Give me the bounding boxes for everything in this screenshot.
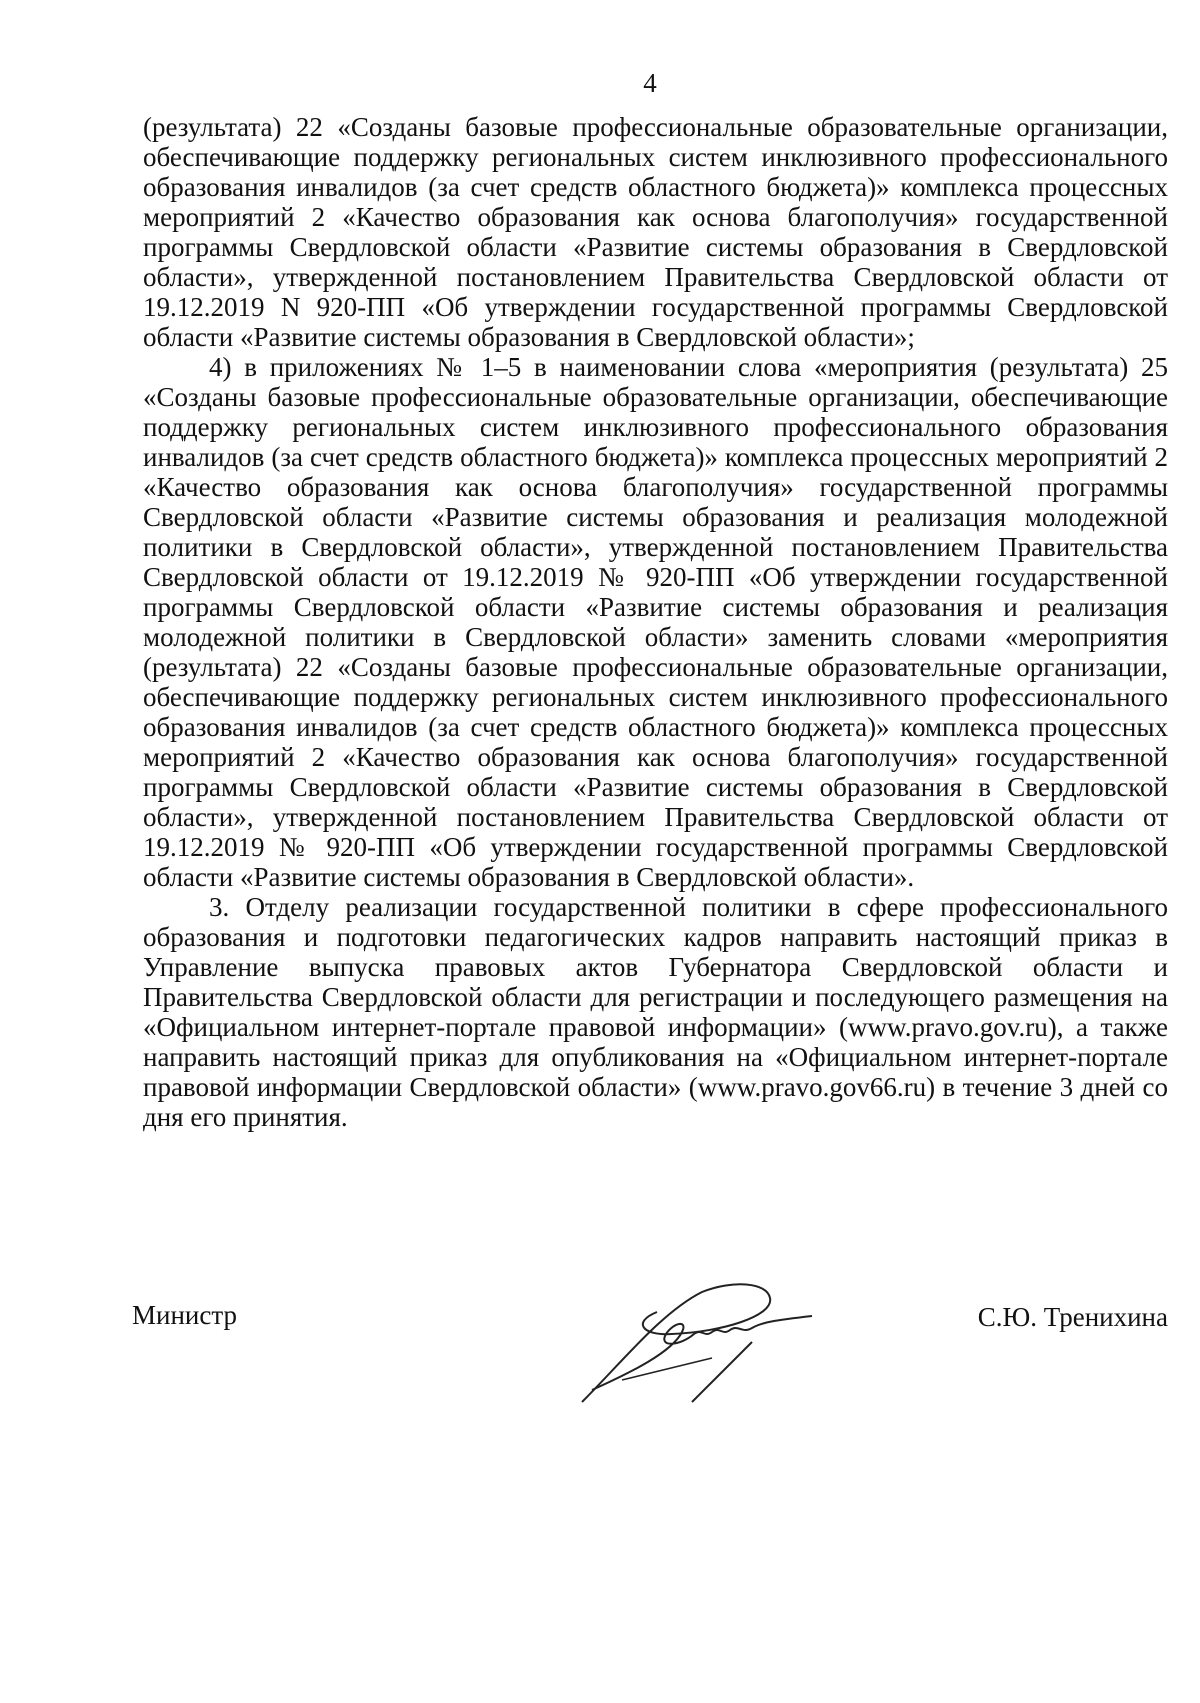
paragraph-item-3: 3. Отделу реализации государственной политики в сфере профессионального образования и подготовки педагогических кадров направить настоящий приказ в Управление выпуска правовых актов Губернатора Свердловской области и Правительства Свердловской области для регистрации и последующего размещения на «Официальном интернет-портале правовой информации» (www.pravo.gov.ru), а также направить настоящий приказ для опубликования на «Официальном интернет-портале правовой информации Свердловской области» (www.pravo.gov66.ru) в течение 3 дней со дня его принятия.: [143, 892, 1168, 1132]
page-number: 4: [643, 68, 657, 98]
paragraph-item-4: 4) в приложениях № 1–5 в наименовании слова «мероприятия (результата) 25 «Созданы базовые профессиональные образовательные организации, обеспечивающие поддержку региональных систем инклюзивного профессионального образования инвалидов (за счет средств областного бюджета)» комплекса процессных мероприятий 2 «Качество образования как основа благополучия» государственной программы Свердловской области «Развитие системы образования и реализация молодежной политики в Свердловской области», утвержденной постановлением Правительства Свердловской области от 19.12.2019 № 920-ПП «Об утверждении государственной программы Свердловской области «Развитие системы образования и реализация молодежной политики в Свердловской области» заменить словами «мероприятия (результата) 22 «Созданы базовые профессиональные образовательные организации, обеспечивающие поддержку региональных систем инклюзивного профессионального образования инвалидов (за счет средств областного бюджета)» комплекса процессных мероприятий 2 «Качество образования как основа благополучия» государственной программы Свердловской области «Развитие системы образования в Свердловской области», утвержденной постановлением Правительства Свердловской области от 19.12.2019 № 920-ПП «Об утверждении государственной программы Свердловской области «Развитие системы образования в Свердловской области».: [143, 352, 1168, 892]
document-body: [143, 112, 1168, 1132]
paragraph-continuation: (результата) 22 «Созданы базовые профессиональные образовательные организации, обеспечивающие поддержку региональных систем инклюзивного профессионального образования инвалидов (за счет средств областного бюджета)» комплекса процессных мероприятий 2 «Качество образования как основа благополучия» государственной программы Свердловской области «Развитие системы образования в Свердловской области», утвержденной постановлением Правительства Свердловской области от 19.12.2019 N 920-ПП «Об утверждении государственной программы Свердловской области «Развитие системы образования в Свердловской области»;: [143, 112, 1168, 352]
position-title: Министр: [132, 1300, 237, 1330]
signature-block: [132, 1280, 1168, 1420]
signer-name: С.Ю. Тренихина: [977, 1302, 1168, 1332]
handwritten-signature: [562, 1272, 822, 1412]
